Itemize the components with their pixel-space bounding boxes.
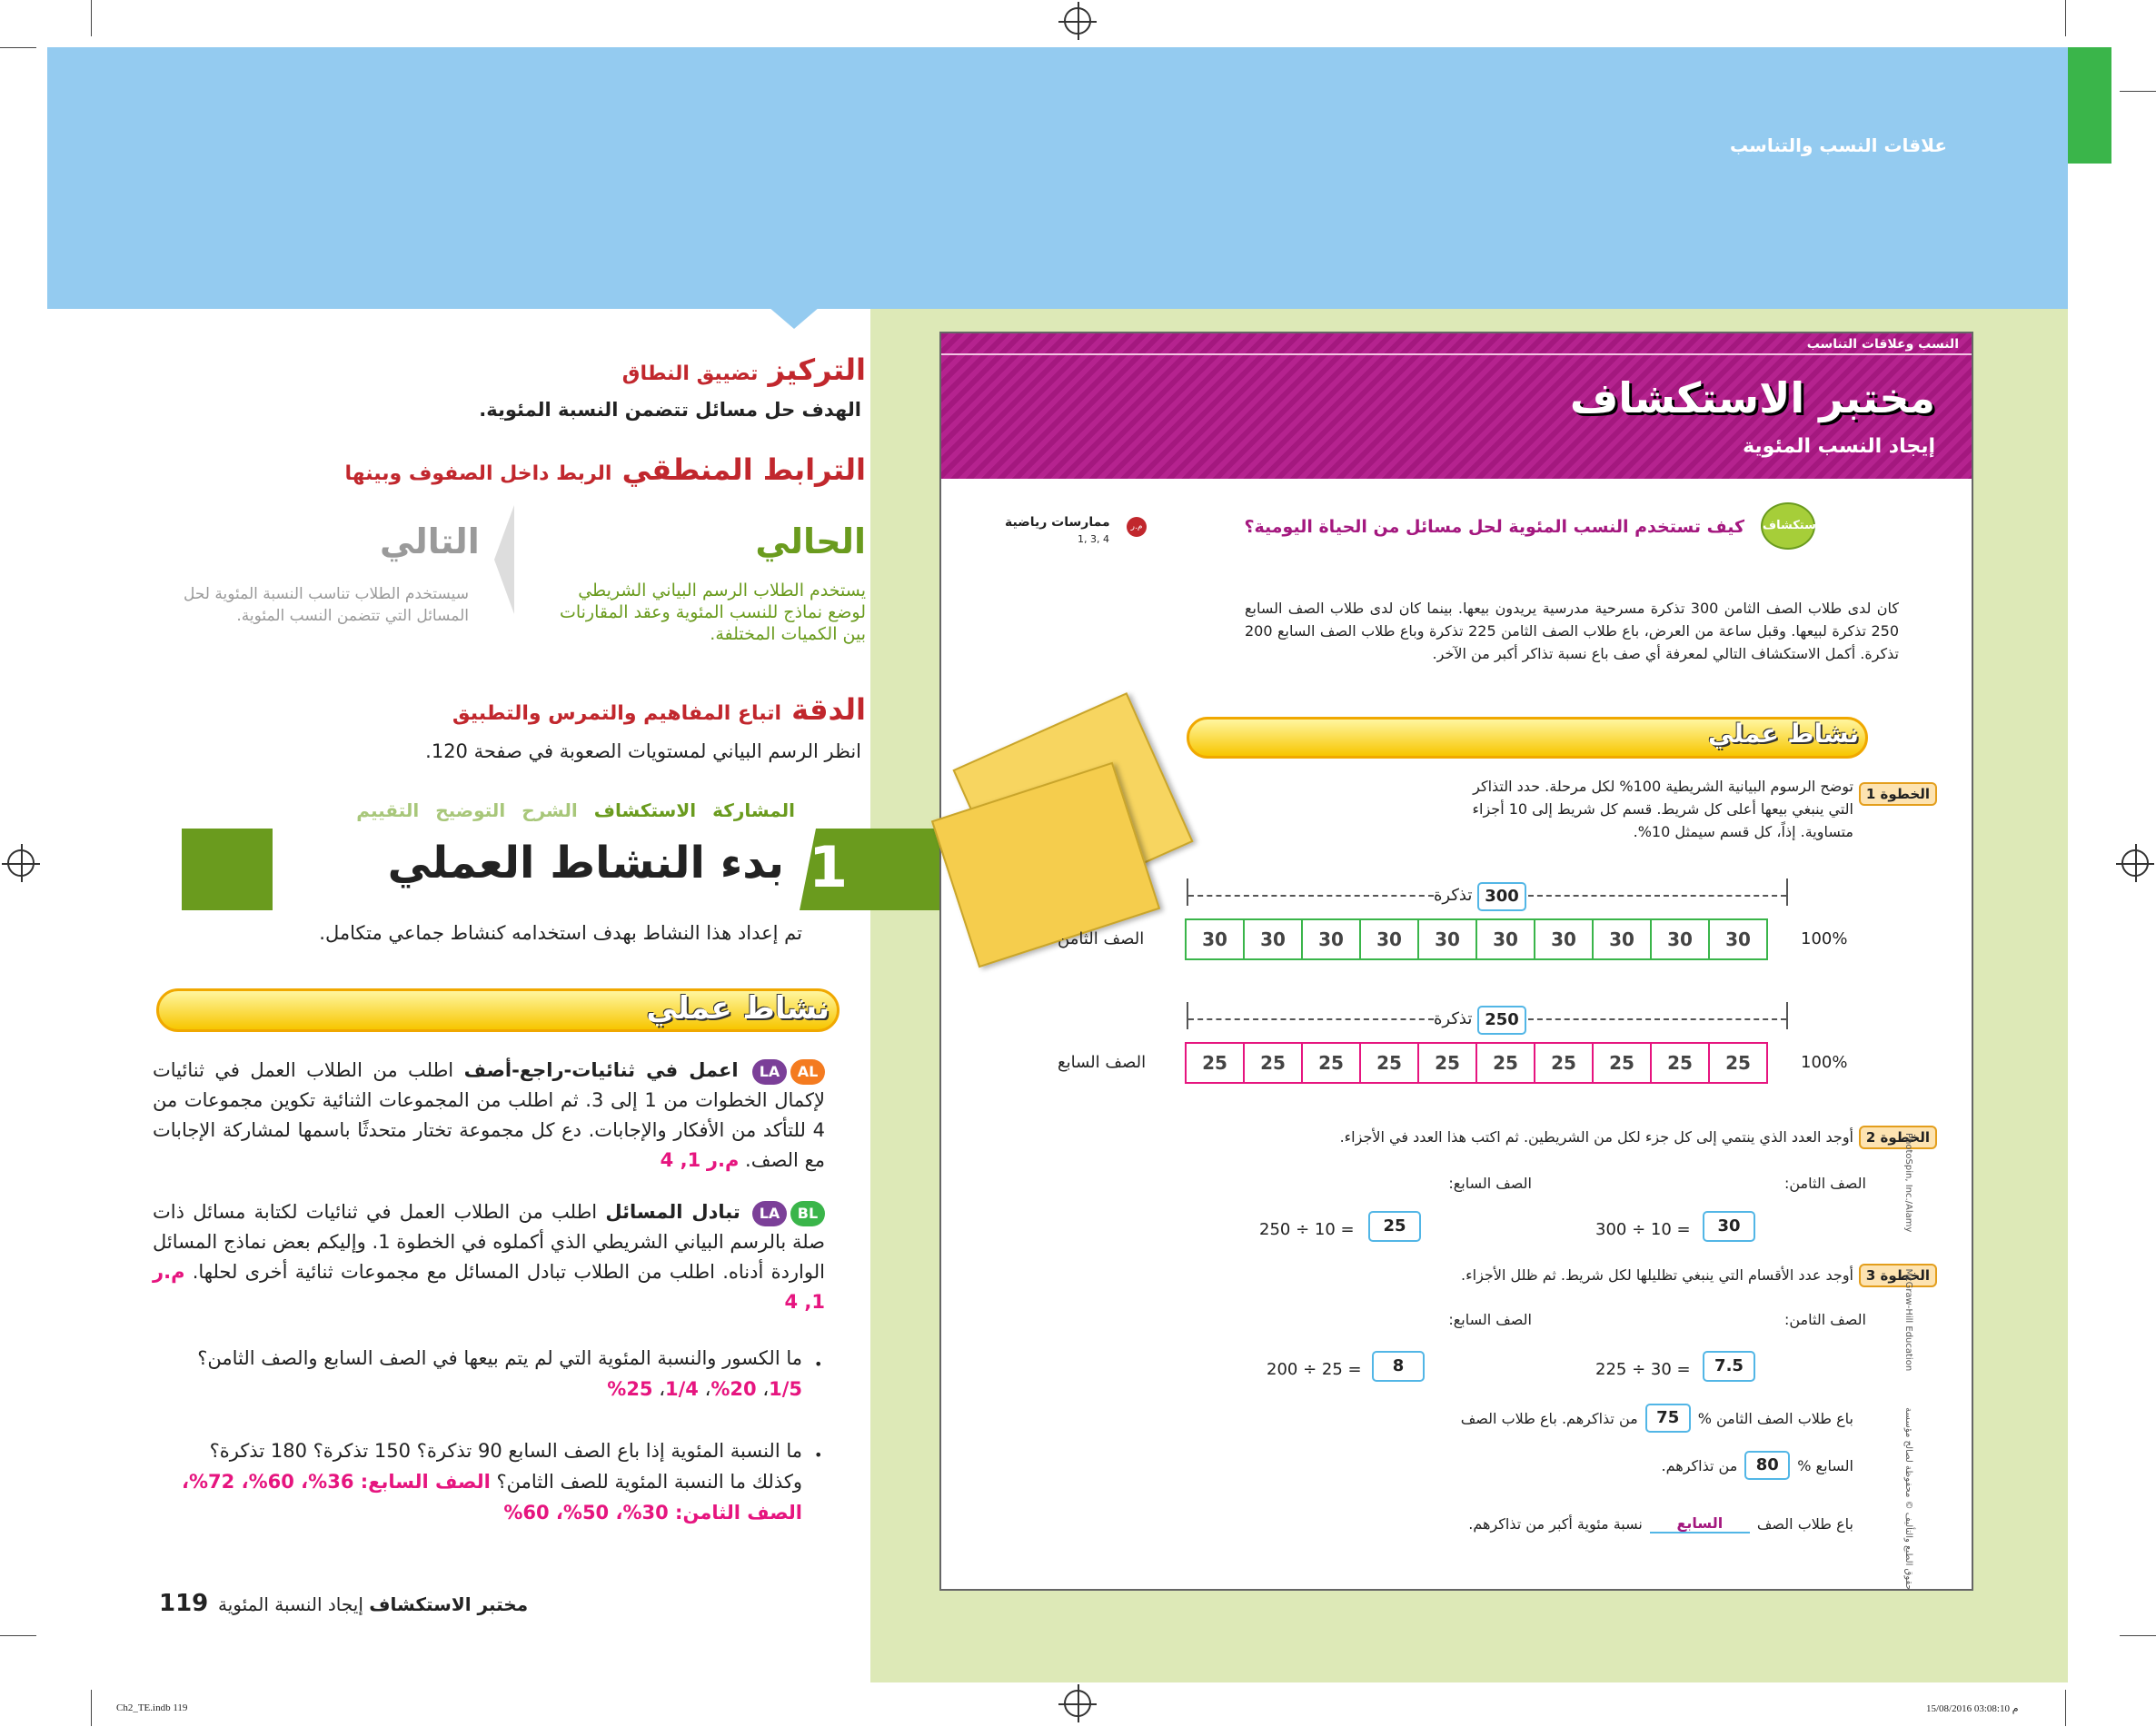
crop-mark (0, 1635, 36, 1636)
page-number: 119 (159, 1590, 209, 1617)
crop-mark (2120, 91, 2156, 92)
coherence-block (344, 452, 866, 487)
bar-bracket-left (1187, 1002, 1188, 1029)
bar8-label: الصف الثامن (1058, 929, 1145, 948)
bullet1-question: ما الكسور والنسبة المئوية التي لم يتم بيعها في الصف السابع والصف الثامن؟ (197, 1347, 802, 1369)
header-rule (941, 353, 1972, 355)
crop-mark (91, 1690, 92, 1726)
coherence-label: الترابط المنطقي (621, 452, 866, 487)
focus-goal: الهدف حل مسائل تتضمن النسبة المئوية. (479, 399, 861, 421)
bar8-cell: 30 (1185, 918, 1245, 960)
student-title: مختبر الاستكشاف (1569, 373, 1935, 422)
rigor-label: الدقة (791, 692, 866, 727)
side-credit-2: McGraw-Hill Education (1903, 1268, 1913, 1372)
bullet1-answer-1: 1/5 (769, 1378, 802, 1400)
bar8-cell: 30 (1243, 918, 1303, 960)
registration-mark-icon (1064, 1690, 1091, 1717)
badge-bl: BL (790, 1201, 825, 1226)
side-credit-3: حقوق الطبع والتأليف © محفوظة لصالح مؤسسة (1903, 1407, 1913, 1591)
bar7-cell: 25 (1185, 1042, 1245, 1084)
bar7-cell: 25 (1650, 1042, 1710, 1084)
step2-badge: الخطوة 2 (1859, 1126, 1937, 1149)
bar8-total: 300 (1477, 882, 1526, 911)
crop-mark (2120, 1635, 2156, 1636)
sentence-final (1468, 1514, 1853, 1533)
focus-label: التركيز (768, 352, 866, 387)
footer-title-block (218, 1593, 528, 1615)
step1-text: توضح الرسوم البيانية الشريطية 100% لكل مرحلة. حدد التذاكر التي ينبغي بيعها أعلى كل شريط. قسم كل شريط إلى 10 أجزاء متساوية. إذاً، كل قسم سيمثل 10%. (1472, 778, 1853, 840)
sentence-2 (1662, 1451, 1853, 1480)
paragraph-problem-exchange (153, 1197, 825, 1317)
registration-mark-icon (7, 849, 35, 877)
s2b: من تذاكرهم. (1661, 1456, 1738, 1474)
ans4: 8 (1372, 1351, 1425, 1382)
activity-title: نشاط عملي (646, 990, 830, 1027)
step3-text: أوجد عدد الأقسام التي ينبغي تظليلها لكل شريط. ثم ظلل الأجزاء. (1461, 1266, 1853, 1284)
side-credits (1903, 1133, 1913, 1591)
grade8-label: الصف الثامن: (1783, 1311, 1866, 1328)
mp-icon: م.ر (706, 1149, 740, 1171)
phase-explain: الشرح (522, 799, 578, 821)
bar7-cell: 25 (1534, 1042, 1594, 1084)
chapter-tab (2068, 47, 2111, 164)
para2-mp: 1, 4 (784, 1291, 825, 1313)
bar8-cell: 30 (1650, 918, 1710, 960)
ans1: 30 (1703, 1211, 1755, 1242)
bar7-cell: 25 (1417, 1042, 1477, 1084)
student-page (939, 332, 1973, 1591)
footer-lab: مختبر الاستكشاف (369, 1593, 529, 1615)
badge-al: AL (790, 1059, 825, 1085)
badge-la: LA (752, 1059, 787, 1085)
step1-badge: الخطوة 1 (1859, 782, 1937, 806)
dashed-line (1528, 1018, 1786, 1020)
bullet2-answer: الصف السابع: 36%، 60%، 72%، الصف الثامن: 30%، 50%، 60% (182, 1471, 802, 1524)
step2-text: أوجد العدد الذي ينتمي إلى كل جزء لكل من الشريطين. ثم اكتب هذا العدد في الأجزاء. (1339, 1128, 1853, 1146)
now-text: يستخدم الطلاب الرسم البياني الشريطي لوضع نماذج للنسب المئوية وعقد المقارنات بين الكميات المختلفة. (559, 581, 866, 644)
bullet-dot-icon: • (814, 1355, 823, 1373)
rigor-block (452, 692, 866, 727)
para2-lead: تبادل المسائل (605, 1201, 740, 1223)
rigor-sub: اتباع المفاهيم والتمرس والتطبيق (452, 702, 782, 725)
bar8-cell: 30 (1708, 918, 1768, 960)
bar7-cell: 25 (1475, 1042, 1535, 1084)
phase-engage: المشاركة (712, 799, 795, 821)
eq1: 300 ÷ 10 = (1595, 1220, 1691, 1239)
rigor-text: انظر الرسم البياني لمستويات الصعوبة في صفحة 120. (425, 740, 861, 762)
para2-text: اطلب من الطلاب العمل في ثنائيات لكتابة مسائل ذات صلة بالرسم البياني الشريطي الذي أكملوه في الخطوة 1. وإليكم بعض نماذج المسائل الواردة أدناه. اطلب من الطلاب تبادل المسائل مع مجموعات ثنائية أخرى لحلها. (153, 1201, 825, 1283)
bar8-cell: 30 (1592, 918, 1652, 960)
focus-range: تضييق النطاق (621, 362, 759, 385)
bullet-2 (166, 1435, 802, 1528)
bullet1-answer-2: 20% (710, 1378, 757, 1400)
sentence-1 (1461, 1404, 1853, 1433)
grade8-label: الصف الثامن: (1783, 1175, 1866, 1192)
bar8-cell: 30 (1534, 918, 1594, 960)
bar7-cell: 25 (1359, 1042, 1419, 1084)
launch-number: 1 (809, 834, 849, 900)
bar8-pct: 100% (1801, 929, 1848, 948)
paragraph-think-pair (153, 1056, 825, 1176)
bar7-cell: 25 (1592, 1042, 1652, 1084)
header-band (47, 47, 2068, 309)
registration-mark-icon (2121, 849, 2149, 877)
bullet1-answer-3: 1/4 (665, 1378, 699, 1400)
bar8-cell: 30 (1475, 918, 1535, 960)
s1b: من تذاكرهم. باع طلاب الصف (1460, 1409, 1638, 1427)
bar-bracket-right (1786, 1002, 1788, 1029)
dashed-line (1528, 895, 1786, 897)
next-text: سيستخدم الطلاب تناسب النسبة المئوية لحل المسائل التي تتضمن النسب المئوية. (183, 585, 469, 625)
side-credit-1: PhotoSpin, Inc./Alamy (1903, 1133, 1913, 1233)
launch-intro: تم إعداد هذا النشاط بهدف استخدامه كنشاط جماعي متكامل. (319, 922, 802, 944)
student-sup: النسب وعلاقات التناسب (1806, 337, 1959, 352)
bar7-unit: تذكرة (1434, 1009, 1473, 1028)
bar7-label: الصف السابع (1058, 1053, 1147, 1072)
badge-la: LA (752, 1201, 787, 1226)
dashed-line (1188, 1018, 1434, 1020)
phase-evaluate: التقييم (356, 799, 420, 821)
header-notch (769, 307, 820, 329)
student-subtitle: إيجاد النسب المئوية (1743, 435, 1935, 458)
eq3: 225 ÷ 30 = (1595, 1360, 1691, 1379)
step3-badge: الخطوة 3 (1859, 1264, 1937, 1287)
footer-title: إيجاد النسبة المئوية (218, 1593, 363, 1615)
print-file: Ch2_TE.indb 119 (116, 1702, 188, 1713)
final-a: باع طلاب الصف (1756, 1515, 1853, 1533)
bullet1-answer-4: 25% (607, 1378, 653, 1400)
practices-label: ممارسات رياضية (1005, 515, 1110, 530)
mp-icon: م.ر (153, 1261, 185, 1283)
print-date: 15/08/2016 03:08:10 م (1926, 1703, 2019, 1714)
dashed-line (1188, 895, 1434, 897)
eq4: 200 ÷ 25 = (1267, 1360, 1362, 1379)
launch-title: بدء النشاط العملي (387, 838, 784, 888)
next-title: التالي (380, 521, 480, 561)
final-answer: السابع (1650, 1514, 1750, 1533)
crop-mark (2065, 0, 2066, 36)
grade7-label: الصف السابع: (1448, 1311, 1532, 1328)
ans2: 25 (1368, 1211, 1421, 1242)
s1-answer: 75 (1645, 1404, 1691, 1433)
s1a: باع طلاب الصف الثامن % (1697, 1409, 1853, 1427)
registration-mark-icon (1064, 7, 1091, 35)
s2a: السابع % (1797, 1456, 1853, 1474)
crop-mark (2065, 1690, 2066, 1726)
para1-lead: اعمل في ثنائيات-راجع-أصف (463, 1059, 739, 1081)
eq2: 250 ÷ 10 = (1259, 1220, 1355, 1239)
bar8-cell: 30 (1359, 918, 1419, 960)
chevron-left-icon (494, 505, 514, 614)
student-header (941, 333, 1972, 479)
bar8-unit: تذكرة (1434, 886, 1473, 905)
bar7-cell: 25 (1301, 1042, 1361, 1084)
final-b: نسبة مئوية أكبر من تذاكرهم. (1468, 1515, 1643, 1533)
para1-text: اطلب من الطلاب العمل في ثنائيات لإكمال الخطوات من 1 إلى 3. ثم اطلب من المجموعات الثنائية تكوين مجموعات من 4 للتأكد من الأفكار والإجابات. دع كل مجموعة تختار متحدثًا باسمها لمشاركة الإجابات مع الصف. (153, 1059, 825, 1171)
bar-bracket-right (1786, 878, 1788, 906)
bar8 (1185, 918, 1766, 960)
bar7-total: 250 (1477, 1006, 1526, 1035)
inquiry-question: كيف تستخدم النسب المئوية لحل مسائل من الحياة اليومية؟ (1244, 517, 1744, 537)
para1-mp: 1, 4 (660, 1149, 701, 1171)
s2-answer: 80 (1744, 1451, 1790, 1480)
phase-nav (356, 799, 795, 821)
chapter-title: علاقات النسب والتناسب (1729, 134, 1947, 156)
now-title: الحالي (755, 521, 866, 561)
scenario-text: كان لدى طلاب الصف الثامن 300 تذكرة مسرحية مدرسية يريدون بيعها. بينما كان لدى طلاب الصف السابع 250 تذكرة لبيعها. وقبل ساعة من العرض، باع طلاب الصف الثامن 225 تذكرة وباع طلاب الصف السابع 200 تذكرة. أكمل الاستكشاف التالي لمعرفة أي صف باع نسبة تذاكر أكبر من الآخر. (1245, 600, 1899, 662)
bullet-1: ما الكسور والنسبة المئوية التي لم يتم بيعها في الصف السابع والصف الثامن؟ 1/5، 20%، 1/4، 25% (197, 1347, 802, 1400)
bar7-pct: 100% (1801, 1053, 1848, 1072)
bullet-dot-icon: • (814, 1446, 823, 1464)
coherence-sub: الربط داخل الصفوف وبينها (344, 462, 612, 485)
grade7-label: الصف السابع: (1448, 1175, 1532, 1192)
bar8-cell: 30 (1417, 918, 1477, 960)
focus-block (622, 352, 866, 387)
inquiry-badge: الاستكشاف (1761, 502, 1815, 550)
bar7-cell: 25 (1708, 1042, 1768, 1084)
ans3: 7.5 (1703, 1351, 1755, 1382)
mp-icon: م.ر (1127, 517, 1147, 537)
phase-explore: الاستكشاف (593, 799, 697, 821)
crop-mark (0, 47, 36, 48)
bar8-cell: 30 (1301, 918, 1361, 960)
bar7-cell: 25 (1243, 1042, 1303, 1084)
bar7 (1185, 1042, 1766, 1084)
phase-elaborate: التوضيح (435, 799, 506, 821)
bar-bracket-left (1187, 878, 1188, 906)
bullet2-question: ما النسبة المئوية إذا باع الصف السابع 90 تذكرة؟ 150 تذكرة؟ 180 تذكرة؟ وكذلك ما النسبة المئوية للصف الثامن؟ (209, 1440, 802, 1493)
practices-nums: 1, 3, 4 (1078, 533, 1109, 545)
crop-mark (91, 0, 92, 36)
student-activity-title: نشاط عملي (1707, 719, 1859, 749)
